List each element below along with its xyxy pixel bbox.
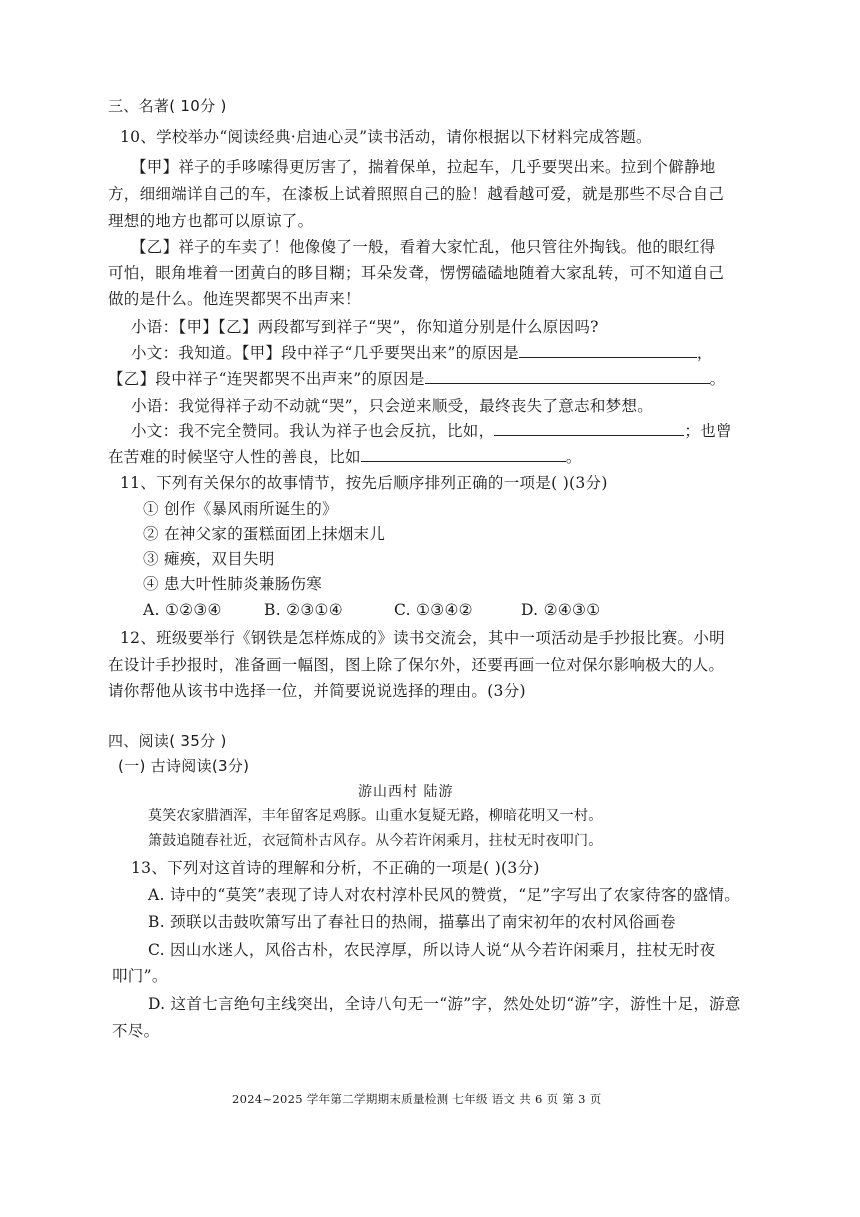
question-13-option-b: B. 颈联以击鼓吹箫写出了春社日的热闹，描摹出了南宋初年的农村风俗画卷 <box>148 913 676 931</box>
question-11-option-a: A. ①②③④ <box>143 601 222 619</box>
question-11-item: ① 创作《暴风雨所诞生的》 <box>143 500 338 518</box>
dialogue-xiaowen-2b <box>108 447 582 467</box>
question-13-option-c-cont: 叩门”。 <box>112 967 168 985</box>
dialogue-punct: 。 <box>565 448 582 466</box>
question-10-stem: 10、学校举办“阅读经典·启迪心灵”读书活动，请你根据以下材料完成答题。 <box>120 128 652 146</box>
question-11-option-d: D. ②④③① <box>521 601 601 619</box>
question-13-option-d-cont: 不尽。 <box>112 1022 160 1040</box>
question-13-option-c: C. 因山水迷人，风俗古朴，农民淳厚，所以诗人说“从今若许闲乘月，拄杖无时夜 <box>148 941 716 959</box>
passage-jia-line: 方，细细端详自己的车，在漆板上试着照照自己的脸！越看越可爱，就是那些不尽合自己 <box>108 185 725 203</box>
answer-blank[interactable] <box>519 343 697 358</box>
question-11-item: ③ 瘫痪，双目失明 <box>143 550 275 568</box>
subsection-poem-reading: (一) 古诗阅读(3分) <box>118 757 250 775</box>
poem-title: 游山西村 陆游 <box>358 784 454 800</box>
question-11-option-b: B. ②③①④ <box>264 601 343 619</box>
section-heading-classics: 三、名著( 10分 ) <box>108 97 227 115</box>
passage-jia-line: 【甲】祥子的手哆嗦得更厉害了，揣着保单，拉起车，几乎要哭出来。拉到个僻静地 <box>131 158 716 176</box>
dialogue-punct: ， <box>696 344 713 362</box>
question-12-line: 12、班级要举行《钢铁是怎样炼成的》读书交流会，其中一项活动是手抄报比赛。小明 <box>120 629 725 647</box>
question-12-line: 在设计手抄报时，准备画一幅图，图上除了保尔外，还要再画一位对保尔影响极大的人。 <box>108 656 725 674</box>
passage-yi-line: 做的是什么。他连哭都哭不出声来！ <box>108 290 361 308</box>
question-11-stem: 11、下列有关保尔的故事情节，按先后顺序排列正确的一项是( )(3分) <box>120 474 608 492</box>
dialogue-text: 小文：我不完全赞同。我认为祥子也会反抗，比如， <box>131 422 495 440</box>
answer-blank[interactable] <box>425 369 710 384</box>
poem-line: 莫笑农家腊酒浑，丰年留客足鸡豚。山重水复疑无路，柳暗花明又一村。 <box>148 808 603 824</box>
passage-jia-line: 理想的地方也都可以原谅了。 <box>108 212 314 230</box>
question-11-option-c: C. ①③④② <box>394 601 473 619</box>
dialogue-xiaoyu-2: 小语：我觉得祥子动不动就“哭”，只会逆来顺受，最终丧失了意志和梦想。 <box>131 397 654 415</box>
dialogue-xiaowen-1b <box>108 369 725 389</box>
dialogue-xiaoyu-1: 小语：【甲】【乙】两段都写到祥子“哭”，你知道分别是什么原因吗? <box>131 318 599 336</box>
section-heading-reading: 四、阅读( 35分 ) <box>108 732 227 750</box>
dialogue-xiaowen-2a <box>131 421 732 441</box>
dialogue-text: 在苦难的时候坚守人性的善良，比如 <box>108 448 361 466</box>
page-footer: 2024~2025 学年第二学期期末质量检测 七年级 语文 共 6 页 第 3 页 <box>232 1092 602 1106</box>
question-13-option-d: D. 这首七言绝句主线突出，全诗八句无一“游”字，然处处切“游”字，游性十足，游意 <box>148 995 741 1013</box>
dialogue-text: 小文：我知道。【甲】段中祥子“几乎要哭出来”的原因是 <box>131 344 519 362</box>
question-13-stem: 13、下列对这首诗的理解和分析，不正确的一项是( )(3分) <box>131 859 540 877</box>
question-12-line: 请你帮他从该书中选择一位，并简要说说选择的理由。(3分) <box>108 682 526 700</box>
dialogue-xiaowen-1a <box>131 343 713 363</box>
question-13-option-a: A. 诗中的“莫笑”表现了诗人对农村淳朴民风的赞赏，“足”字写出了农家待客的盛情。 <box>148 886 741 904</box>
answer-blank[interactable] <box>361 447 566 462</box>
dialogue-text: 【乙】段中祥子“连哭都哭不出声来”的原因是 <box>108 370 425 388</box>
question-11-item: ② 在神父家的蛋糕面团上抹烟末儿 <box>143 525 386 543</box>
dialogue-punct: ；也曾 <box>684 422 732 440</box>
dialogue-punct: 。 <box>709 370 726 388</box>
poem-line: 箫鼓追随春社近，衣冠简朴古风存。从今若许闲乘月，拄杖无时夜叩门。 <box>148 833 603 849</box>
answer-blank[interactable] <box>494 421 684 436</box>
question-11-item: ④ 患大叶性肺炎兼肠伤寒 <box>143 575 323 593</box>
passage-yi-line: 【乙】祥子的车卖了！他像傻了一般，看着大家忙乱，他只管往外掏钱。他的眼红得 <box>131 238 716 256</box>
passage-yi-line: 可怕，眼角堆着一团黄白的眵目糊；耳朵发聋，愣愣磕磕地随着大家乱转，可不知道自己 <box>108 264 725 282</box>
